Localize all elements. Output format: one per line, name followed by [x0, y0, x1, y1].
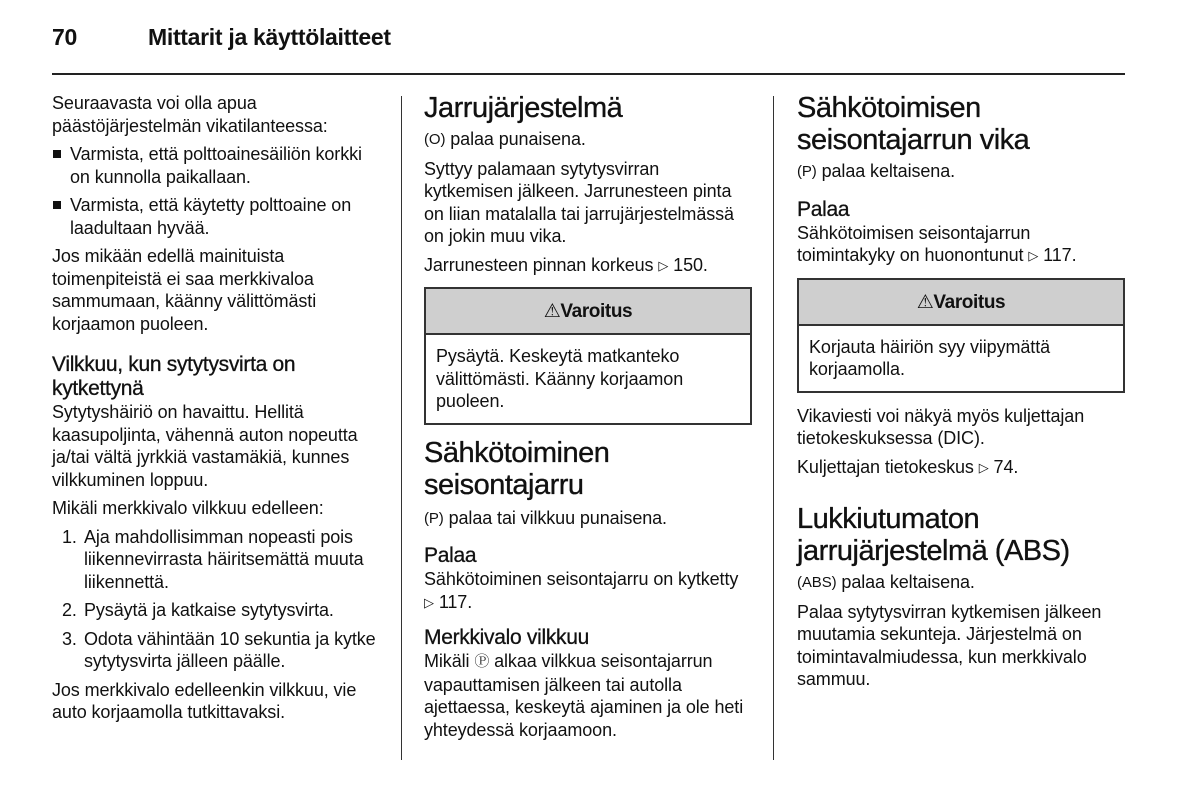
bullet-square-icon: [53, 201, 61, 209]
section-heading-flashing: Vilkkuu, kun sytytysvirta on kytkettynä: [52, 353, 296, 400]
column-1: [52, 92, 382, 730]
page-reference-arrow-icon: ▷: [658, 257, 669, 273]
abs-icon: (ABS): [797, 574, 837, 591]
subheading-flashing: Merkkivalo vilkkuu: [424, 626, 589, 649]
column-2: [424, 92, 752, 747]
column-3: [797, 92, 1125, 697]
brake-fluid-reference: Jarrunesteen pinnan korkeus ▷ 150.: [424, 254, 752, 278]
final-paragraph: Jos merkkivalo edelleenkin vilkkuu, vie auto korjaamolla tutkittavaksi.: [52, 679, 357, 722]
intro-paragraph: Seuraavasta voi olla apua päästöjärjestelmän vikatilanteessa:: [52, 93, 328, 136]
dic-paragraph: Vikaviesti voi näkyä myös kuljettajan tietokeskuksessa (DIC).: [797, 405, 1085, 448]
column-divider-2: [773, 96, 774, 760]
list-item: Varmista, että käytetty polttoaine on laadultaan hyvää.: [52, 194, 382, 239]
warning-text: Korjauta häiriön syy viipymättä korjaamolla.: [809, 336, 1051, 379]
still-flashing-paragraph: Mikäli merkkivalo vilkkuu edelleen:: [52, 498, 324, 518]
list-item: 1. Aja mahdollisimman nopeasti pois liikennevirrasta häiritsemättä muuta liikennettä.: [62, 526, 364, 592]
warning-text: Pysäytä. Keskeytä matkanteko välittömästi. Käänny korjaamon puoleen.: [436, 346, 684, 411]
section-heading-brake-system: Jarrujärjestelmä: [424, 92, 623, 124]
warning-header: ⚠Varoitus: [426, 289, 750, 335]
list-item: Varmista, että polttoainesäiliön korkki on kunnolla paikallaan.: [52, 143, 382, 188]
fault-status-line: (P) palaa keltaisena.: [797, 160, 1125, 184]
advice-paragraph: Jos mikään edellä mainituista toimenpiteistä ei saa merkkivaloa sammumaan, käänny välittömästi korjaamon puoleen.: [52, 246, 317, 334]
page-reference-arrow-icon: ▷: [1028, 248, 1039, 263]
warning-box: [797, 278, 1125, 393]
page-title: Mittarit ja käyttölaitteet: [148, 24, 391, 50]
list-item: 3. Odota vähintään 10 sekuntia ja kytke sytytysvirta jälleen päälle.: [62, 628, 376, 671]
check-list: [52, 143, 382, 239]
parking-brake-icon: (P): [424, 509, 444, 527]
abs-paragraph: Palaa sytytysvirran kytkemisen jälkeen muutamia sekunteja. Järjestelmä on toimintavalmiudessa, kun merkkivalo sammuu.: [797, 601, 1102, 689]
page-reference-arrow-icon: ▷: [978, 459, 989, 475]
subheading-on: Palaa: [424, 544, 477, 567]
bullet-square-icon: [53, 150, 61, 158]
parking-brake-icon: Ⓟ: [474, 653, 490, 670]
brake-description: Syttyy palamaan sytytysvirran kytkemisen jälkeen. Jarrunesteen pinta on liian matalalla tai jarrujärjestelmässä on jokin muu vika.: [424, 158, 734, 246]
header-divider: [52, 73, 1125, 75]
parking-on-paragraph: Sähkötoiminen seisontajarru on kytketty ▷ 117.: [424, 568, 752, 614]
misfire-paragraph: Sytytyshäiriö on havaittu. Hellitä kaasupoljinta, vähennä auton nopeutta ja/tai vältä jyrkkiä vastamäkiä, kunnes vilkkuminen loppuu.: [52, 402, 358, 490]
page-reference-arrow-icon: ▷: [424, 594, 434, 610]
warning-header: ⚠Varoitus: [799, 280, 1123, 326]
page-header: [52, 24, 391, 51]
parking-brake-status-line: (P) palaa tai vilkkuu punaisena.: [424, 507, 752, 531]
dic-reference: Kuljettajan tietokeskus ▷ 74.: [797, 456, 1125, 480]
subheading-on: Palaa: [797, 197, 850, 221]
warning-triangle-icon: ⚠: [543, 301, 561, 322]
warning-box: [424, 287, 752, 425]
brake-status-line: (O) palaa punaisena.: [424, 128, 752, 152]
fault-on-paragraph: Sähkötoimisen seisontajarrun toimintakyky on huonontunut ▷ 117.: [797, 222, 1125, 268]
warning-triangle-icon: ⚠: [916, 291, 934, 313]
section-heading-abs: Lukkiutumaton jarrujärjestelmä (ABS): [797, 503, 1070, 567]
brake-warning-icon: (O): [424, 131, 446, 148]
section-heading-electric-parking-brake: Sähkötoiminen seisontajarru: [424, 436, 610, 501]
flashing-paragraph: Mikäli Ⓟ alkaa vilkkua seisontajarrun vapauttamisen jälkeen tai autolla ajettaessa, keskeytä ajaminen ja ole heti yhteydessä korjaamoon.: [424, 651, 744, 740]
abs-status-line: (ABS) palaa keltaisena.: [797, 571, 1125, 595]
page-number: 70: [52, 24, 77, 50]
steps-list: [52, 526, 382, 673]
list-item: 2. Pysäytä ja katkaise sytytysvirta.: [62, 600, 334, 620]
parking-brake-icon: (P): [797, 163, 817, 180]
section-heading-parking-brake-fault: Sähkötoimisen seisontajarrun vika: [797, 92, 1030, 156]
column-divider-1: [401, 96, 402, 760]
